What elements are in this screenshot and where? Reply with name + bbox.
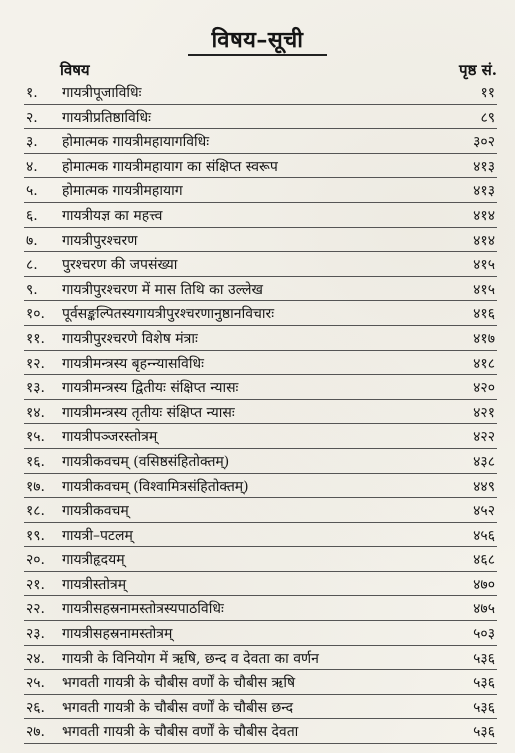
contents-entry [0,524,515,549]
entry-title: भगवती गायत्री के चौबीस वर्णों के चौबीस ऋषि [62,675,296,692]
entry-page-number: ५०३ [473,626,495,643]
contents-entry [0,499,515,524]
entry-number: ४. [26,158,38,175]
entry-page-number: ४७५ [473,601,495,618]
page-title: विषय–सूची [211,27,304,53]
contents-entry [0,278,515,303]
entry-page-number: ४१३ [473,183,495,200]
row-divider [24,595,497,596]
contents-entry [0,425,515,450]
contents-entry [0,450,515,475]
entry-number: २१. [26,576,46,593]
entry-number: २७. [26,724,46,741]
entry-page-number: ४२१ [473,404,495,421]
row-divider [24,571,497,572]
entry-number: १३. [26,380,46,397]
entry-title: गायत्रीपुरश्चरण में मास तिथि का उल्लेख [62,281,263,298]
row-divider [24,546,497,547]
contents-entry [0,401,515,426]
entry-page-number: ५३६ [473,650,495,667]
contents-entry [0,130,515,155]
entry-number: ७. [26,232,38,249]
entry-number: २०. [26,552,46,569]
contents-entry [0,597,515,622]
title-underline [188,54,327,56]
entry-title: गायत्रीमन्त्रस्य द्वितीयः संक्षिप्त न्यासः [62,380,239,397]
row-divider [24,374,497,375]
entry-page-number: ४१५ [473,281,495,298]
contents-entry [0,81,515,106]
entry-page-number: ४६८ [473,552,495,569]
entry-title: गायत्रीयज्ञ का महत्त्व [62,207,163,224]
entry-number: १. [26,85,38,101]
contents-entry [0,475,515,500]
contents-entry [0,352,515,377]
entry-number: ९. [26,281,38,298]
row-divider [24,497,497,498]
contents-entry [0,327,515,352]
entry-page-number: ५३६ [473,675,495,692]
entry-title: गायत्रीसहस्रनामस्तोत्रस्यपाठविधिः [62,601,224,618]
entry-page-number: ४२० [473,380,495,397]
row-divider [24,718,497,719]
contents-entry [0,106,515,131]
contents-entry [0,647,515,672]
entry-number: ३. [26,134,38,151]
row-divider [24,473,497,474]
contents-entry [0,622,515,647]
contents-entry [0,548,515,573]
contents-entry [0,155,515,180]
entry-title: गायत्रीसहस्रनामस्तोत्रम् [62,626,173,643]
entry-title: गायत्रीहृदयम् [62,552,125,569]
entry-page-number: ४५२ [473,503,495,520]
entry-title: पूर्वसङ्कल्पितस्यगायत्रीपुरश्चरणानुष्ठानविचारः [62,306,275,323]
row-divider [24,743,497,744]
entry-page-number: ४१८ [473,355,495,372]
entry-title: गायत्रीकवचम् (वसिष्ठसंहितोक्तम्) [62,453,230,470]
entry-page-number: ४५६ [473,527,495,544]
contents-entry [0,229,515,254]
row-divider [24,645,497,646]
entry-title: भगवती गायत्री के चौबीस वर्णों के चौबीस देवता [62,724,299,741]
row-divider [24,325,497,326]
contents-entry [0,179,515,204]
contents-entry [0,302,515,327]
entry-title: गायत्री–पटलम् [62,527,133,544]
subject-column-header: विषय [60,61,90,79]
contents-list [0,81,515,745]
entry-page-number: ४१४ [473,207,495,224]
entry-number: ६. [26,207,38,224]
row-divider [24,276,497,277]
entry-title: गायत्रीपञ्जरस्तोत्रम् [62,429,158,446]
contents-entry [0,376,515,401]
entry-number: १६. [26,453,46,470]
entry-title: होमात्मक गायत्रीमहायागविधिः [62,134,210,151]
row-divider [24,153,497,154]
row-divider [24,448,497,449]
entry-number: २६. [26,699,46,716]
entry-page-number: ४३८ [473,453,495,470]
row-divider [24,620,497,621]
row-divider [24,128,497,129]
row-divider [24,694,497,695]
row-divider [24,227,497,228]
row-divider [24,669,497,670]
entry-page-number: ५३६ [473,699,495,716]
entry-page-number: ३०२ [473,134,495,151]
page-column-header: पृष्ठ सं. [459,61,497,79]
entry-title: होमात्मक गायत्रीमहायाग [62,183,183,200]
contents-entry [0,671,515,696]
entry-number: १९. [26,527,46,544]
row-divider [24,350,497,351]
entry-page-number: ५३६ [473,724,495,741]
entry-title: गायत्री के विनियोग में ऋषि, छन्द व देवता का वर्णन [62,650,319,667]
entry-number: १०. [26,306,46,323]
entry-number: ५. [26,183,38,200]
entry-page-number: ४१६ [473,306,495,323]
entry-number: ८. [26,257,38,274]
entry-page-number: ४७० [473,576,495,593]
entry-title: होमात्मक गायत्रीमहायाग का संक्षिप्त स्वरूप [62,158,278,175]
row-divider [24,399,497,400]
entry-number: २३. [26,626,46,643]
entry-number: २२. [26,601,46,618]
entry-page-number: ४४९ [473,478,495,495]
entry-number: २४. [26,650,46,667]
entry-number: १५. [26,429,46,446]
entry-number: १४. [26,404,46,421]
entry-page-number: ४२२ [473,429,495,446]
entry-page-number: ४१७ [473,330,495,347]
contents-entry [0,573,515,598]
contents-entry [0,720,515,745]
entry-number: १७. [26,478,46,495]
entry-title: पुरश्चरण की जपसंख्या [62,257,178,274]
row-divider [24,202,497,203]
entry-title: गायत्रीमन्त्रस्य बृहन्न्यासविधिः [62,355,204,372]
entry-title: गायत्रीपुरश्चरणे विशेष मंत्राः [62,330,198,347]
entry-number: ११. [26,330,46,347]
row-divider [24,104,497,105]
row-divider [24,522,497,523]
row-divider [24,423,497,424]
entry-title: गायत्रीकवचम् (विश्वामित्रसंहितोक्तम्) [62,478,249,495]
entry-page-number: ४१३ [473,158,495,175]
entry-title: गायत्रीप्रतिष्ठाविधिः [62,109,151,126]
entry-number: २. [26,109,38,126]
entry-title: भगवती गायत्री के चौबीस वर्णों के चौबीस छन्द [62,699,294,716]
row-divider [24,177,497,178]
entry-page-number: ८९ [480,109,495,126]
entry-title: गायत्रीकवचम् [62,503,129,520]
entry-title: गायत्रीमन्त्रस्य तृतीयः संक्षिप्त न्यासः [62,404,235,421]
entry-page-number: ४१४ [473,232,495,249]
contents-entry [0,204,515,229]
contents-entry [0,253,515,278]
entry-title: गायत्रीपुरश्चरण [62,232,138,249]
row-divider [24,251,497,252]
entry-number: २५. [26,675,46,692]
entry-number: १८. [26,503,46,520]
entry-page-number: ४१५ [473,257,495,274]
contents-entry [0,696,515,721]
entry-title: गायत्रीस्तोत्रम् [62,576,127,593]
entry-number: १२. [26,355,46,372]
row-divider [24,300,497,301]
entry-page-number: ११ [480,85,495,101]
entry-title: गायत्रीपूजाविधिः [62,85,142,101]
